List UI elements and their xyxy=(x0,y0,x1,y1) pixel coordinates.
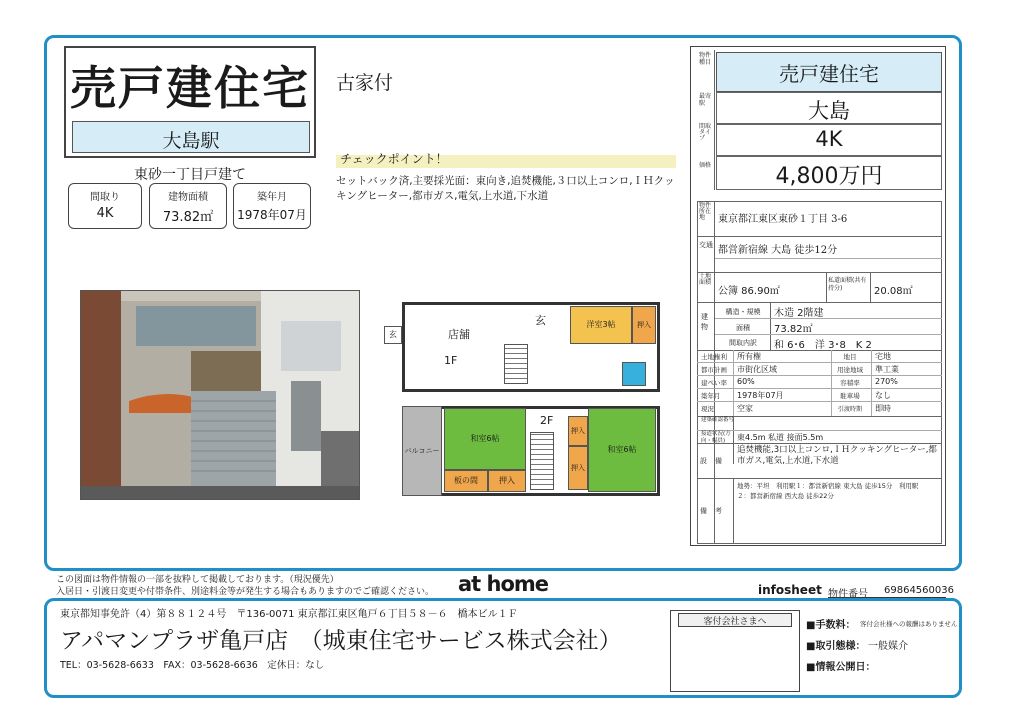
row-k2: 容積率 xyxy=(840,379,860,387)
stat-layout xyxy=(68,183,142,229)
label-station: 最寄駅 xyxy=(699,93,712,107)
label-land: 土地面積 xyxy=(699,273,712,286)
row-v2: 準工業 xyxy=(875,365,899,374)
private-road-label: 私道面積(共有持分) xyxy=(828,277,867,292)
deal-label: ■取引態様： xyxy=(806,641,866,652)
row-k2: 用途地域 xyxy=(837,366,863,374)
divider xyxy=(697,443,942,444)
divider xyxy=(697,236,942,237)
note-line-1: この図面は物件情報の一部を抜粋して掲載しております。（現況優先） xyxy=(56,575,339,585)
room-japanese-right: 和室6帖 xyxy=(588,408,656,492)
infosheet-label: infosheet xyxy=(758,583,822,597)
checkpoint-text-2: キングヒーター,都市ガス,電気,上水道,下水道 xyxy=(336,190,549,202)
row-k2: 引渡時期 xyxy=(837,406,862,413)
divider xyxy=(870,272,871,302)
divider xyxy=(733,478,734,544)
divider xyxy=(871,350,872,416)
deal-value: 一般媒介 xyxy=(868,641,908,652)
spec-remarks-1: 地勢：平坦 利用駅１：都営新宿線 東大島 徒歩15分 利用駅 xyxy=(737,482,919,490)
room-side-entrance: 玄 xyxy=(384,326,402,344)
room-western-3: 洋室3帖 xyxy=(570,306,632,344)
row-k1: 築年月 xyxy=(701,392,721,400)
divider xyxy=(831,350,832,416)
room-japanese-left: 和室6帖 xyxy=(444,408,526,470)
spec-address: 東京都江東区東砂１丁目 3-6 xyxy=(718,214,848,225)
row-v1: 所有権 xyxy=(737,352,761,361)
room-entrance: 玄 xyxy=(535,314,546,327)
spec-land-area: 公簿 86.90㎡ xyxy=(718,286,780,297)
label-layout: 間取タイプ xyxy=(699,123,712,142)
divider xyxy=(697,430,942,431)
row-k2: 地目 xyxy=(843,353,857,361)
stat-label: 間取り xyxy=(90,192,120,203)
stat-built xyxy=(233,183,311,229)
bath-1f xyxy=(622,362,646,386)
fee-value: 客付会社様への報酬はありません xyxy=(860,620,958,628)
stat-label: 建物面積 xyxy=(168,192,208,203)
row-v1: 空家 xyxy=(737,404,753,413)
subtitle: 古家付 xyxy=(336,72,394,94)
spec-remarks-2: ２：都営新宿線 西大島 徒歩22分 xyxy=(737,492,834,500)
location-caption: 東砂一丁目戸建て xyxy=(134,167,246,183)
spec-type: 売戸建住宅 xyxy=(779,62,879,86)
stat-label: 築年月 xyxy=(257,192,287,203)
row-v1: 市街化区域 xyxy=(737,365,777,374)
row-k1: 土地権利 xyxy=(701,353,727,361)
room-closet-2f-2: 押入 xyxy=(568,416,588,446)
agency-license: 東京都知事免許（4）第８８１２４号 〒136-0071 東京都江東区亀戸６丁目５８－６ 橋本ビル１Ｆ xyxy=(60,609,518,620)
divider xyxy=(715,334,942,335)
structure-label: 構造・規模 xyxy=(725,308,761,316)
label-price: 価格 xyxy=(699,162,712,169)
row-k1: 建ぺい率 xyxy=(701,379,727,387)
stat-value: 4K xyxy=(96,206,114,221)
stairs-1f xyxy=(504,344,528,384)
athome-logo: at home xyxy=(458,572,549,596)
row-v2: 即時 xyxy=(875,404,891,413)
divider xyxy=(697,272,942,273)
divider xyxy=(733,350,734,416)
divider xyxy=(826,272,827,302)
label-type: 物件種目 xyxy=(699,52,712,66)
divider xyxy=(697,302,942,303)
row-v2: なし xyxy=(875,391,891,400)
row-v1: 60% xyxy=(737,377,755,386)
area-label: 面積 xyxy=(736,324,750,332)
checkpoint-heading: チェックポイント！ xyxy=(340,152,448,166)
stat-area xyxy=(149,183,227,229)
spec-price: 4,800万円 xyxy=(775,164,883,189)
stat-value: 73.82㎡ xyxy=(162,210,214,225)
property-no: 69864560036 xyxy=(884,585,954,596)
fee-label: ■手数料： xyxy=(806,620,856,631)
spec-layout: 4K xyxy=(815,127,843,151)
row-k1: 現況 xyxy=(701,405,714,413)
divider xyxy=(733,416,734,464)
row-k2: 駐車場 xyxy=(840,392,860,400)
floor-label-2f: 2F xyxy=(540,414,554,427)
rooms-label: 間取内訳 xyxy=(729,339,757,347)
publish-label: ■情報公開日： xyxy=(806,662,876,673)
road-label: 接道状況(方向・幅員) xyxy=(701,431,731,444)
spec-equipment: 追焚機能,3口以上コンロ,ＩＨクッキングヒーター,都市ガス,電気,上水道,下水道 xyxy=(737,445,937,466)
label-equipment: 設備 xyxy=(700,457,730,465)
room-closet-2f-3: 押入 xyxy=(568,446,588,490)
building-photo xyxy=(80,290,360,500)
confirm-label: 建築確認番号 xyxy=(701,417,735,423)
building-photo-graphic xyxy=(81,291,360,500)
label-address: 物件所在地 xyxy=(699,202,712,221)
spec-traffic: 都営新宿線 大島 徒歩12分 xyxy=(718,245,838,256)
spec-road: 東4.5m 私道 接面5.5m xyxy=(737,433,824,442)
spec-private-road: 20.08㎡ xyxy=(874,286,913,297)
room-wood-floor: 板の間 xyxy=(444,470,488,492)
floorplan xyxy=(380,298,680,498)
spec-area: 73.82㎡ xyxy=(774,324,813,335)
divider xyxy=(715,318,942,319)
page-title: 売戸建住宅 xyxy=(70,61,310,115)
label-building: 建物 xyxy=(701,313,708,331)
agency-tel: TEL：03-5628-6633 FAX：03-5628-6636 定休日：なし xyxy=(60,660,325,671)
spec-grid xyxy=(697,350,942,416)
spec-rooms: 和 6･6 洋 3･8 K 2 xyxy=(774,340,872,351)
row-k1: 都市計画 xyxy=(701,366,727,374)
note-line-2: 入居日・引渡日変更や付帯条件、別途料金等が発生する場合もありますのでご確認ください。 xyxy=(56,587,435,597)
room-closet-2f-1: 押入 xyxy=(488,470,526,492)
divider xyxy=(715,258,942,259)
balcony: バルコニー xyxy=(402,406,442,496)
divider xyxy=(770,302,771,350)
room-shop: 店舗 xyxy=(448,328,470,341)
label-traffic: 交通 xyxy=(699,241,713,249)
row-v2: 宅地 xyxy=(875,352,891,361)
row-v2: 270% xyxy=(875,377,898,386)
property-no-label: 物件番号 xyxy=(828,589,868,600)
customer-label: 客付会社さまへ xyxy=(703,617,767,627)
checkpoint-text-1: セットバック済,主要採光面：東向き,追焚機能,３口以上コンロ,ＩＨクッ xyxy=(336,175,675,187)
row-v1: 1978年07月 xyxy=(737,391,784,400)
station-name: 大島駅 xyxy=(162,130,220,152)
room-closet-1f: 押入 xyxy=(632,306,656,344)
spec-structure: 木造 2階建 xyxy=(774,308,824,319)
stat-value: 1978年07月 xyxy=(237,208,307,222)
stairs-2f xyxy=(530,432,554,490)
agency-name: アパマンプラザ亀戸店 （城東住宅サービス株式会社） xyxy=(60,628,622,654)
floor-label-1f: 1F xyxy=(444,354,458,367)
label-remarks: 備考 xyxy=(700,507,730,515)
spec-station: 大島 xyxy=(808,99,850,123)
